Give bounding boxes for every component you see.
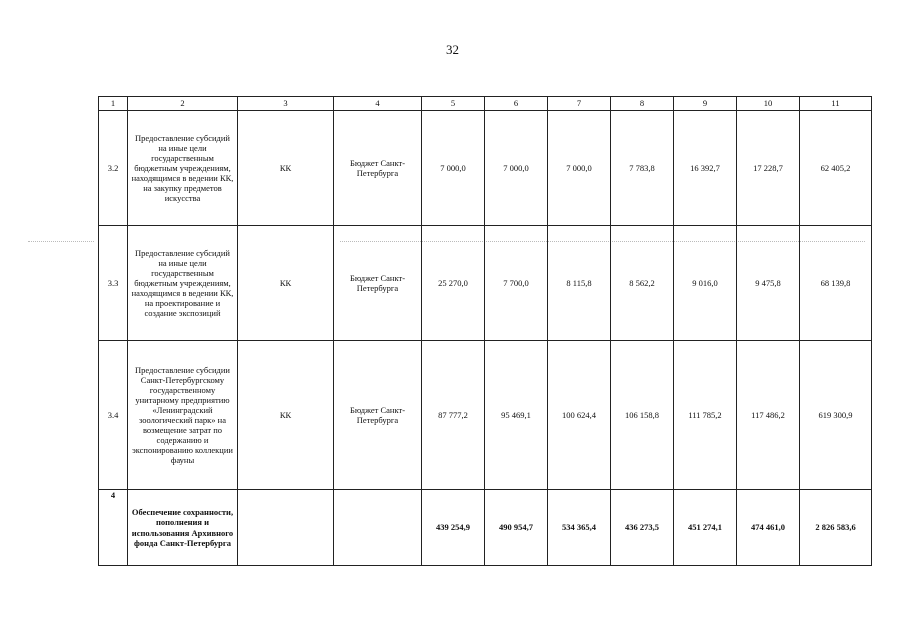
row-value: 7 000,0 [422, 111, 485, 226]
table-row [99, 111, 872, 226]
row-source: Бюджет Санкт-Петербурга [334, 111, 422, 226]
row-executor: КК [238, 111, 334, 226]
row-name: Предоставление субсидий на иные цели государственным бюджетным учреждениям, находящимся в ведении КК, на закупку предметов искусства [128, 111, 238, 226]
row-value: 439 254,9 [422, 490, 485, 566]
header-cell: 10 [737, 97, 800, 111]
row-name: Предоставление субсидий на иные цели государственным бюджетным учреждениям, находящимся в ведении КК, на проектирование и создание экспозиций [128, 226, 238, 341]
row-value: 25 270,0 [422, 226, 485, 341]
header-cell: 8 [611, 97, 674, 111]
row-executor: КК [238, 341, 334, 490]
row-source [334, 490, 422, 566]
row-value: 474 461,0 [737, 490, 800, 566]
row-value: 87 777,2 [422, 341, 485, 490]
row-source: Бюджет Санкт-Петербурга [334, 341, 422, 490]
header-cell: 2 [128, 97, 238, 111]
row-value: 106 158,8 [611, 341, 674, 490]
row-number: 3.2 [99, 111, 128, 226]
row-value: 7 000,0 [485, 111, 548, 226]
header-cell: 4 [334, 97, 422, 111]
header-cell: 11 [800, 97, 872, 111]
header-cell: 6 [485, 97, 548, 111]
row-value: 534 365,4 [548, 490, 611, 566]
row-number: 3.4 [99, 341, 128, 490]
row-source: Бюджет Санкт-Петербурга [334, 226, 422, 341]
row-value: 490 954,7 [485, 490, 548, 566]
row-value: 95 469,1 [485, 341, 548, 490]
scan-artifact-left [28, 241, 94, 242]
row-value: 100 624,4 [548, 341, 611, 490]
row-value: 7 000,0 [548, 111, 611, 226]
header-cell: 9 [674, 97, 737, 111]
row-name: Обеспечение сохранности, пополнения и использования Архивного фонда Санкт-Петербурга [128, 490, 238, 566]
budget-table [98, 96, 872, 566]
row-value: 7 783,8 [611, 111, 674, 226]
row-name: Предоставление субсидии Санкт-Петербургскому государственному унитарному предприятию «Ленинградский зоологический парк» на возмещение затрат по содержанию и экспонированию коллекции фауны [128, 341, 238, 490]
row-value: 16 392,7 [674, 111, 737, 226]
row-value: 111 785,2 [674, 341, 737, 490]
row-number: 4 [99, 490, 128, 566]
row-value: 7 700,0 [485, 226, 548, 341]
table-row [99, 490, 872, 566]
header-cell: 3 [238, 97, 334, 111]
row-number: 3.3 [99, 226, 128, 341]
header-cell: 5 [422, 97, 485, 111]
row-value: 9 016,0 [674, 226, 737, 341]
table-row [99, 341, 872, 490]
row-value: 451 274,1 [674, 490, 737, 566]
table-row [99, 226, 872, 341]
row-value: 2 826 583,6 [800, 490, 872, 566]
row-executor [238, 490, 334, 566]
row-executor: КК [238, 226, 334, 341]
row-value: 17 228,7 [737, 111, 800, 226]
row-value: 9 475,8 [737, 226, 800, 341]
row-value: 117 486,2 [737, 341, 800, 490]
row-value: 8 115,8 [548, 226, 611, 341]
row-value: 68 139,8 [800, 226, 872, 341]
header-cell: 7 [548, 97, 611, 111]
header-cell: 1 [99, 97, 128, 111]
row-value: 62 405,2 [800, 111, 872, 226]
row-value: 619 300,9 [800, 341, 872, 490]
row-value: 8 562,2 [611, 226, 674, 341]
row-value: 436 273,5 [611, 490, 674, 566]
header-row [99, 97, 872, 111]
page-number: 32 [446, 42, 459, 57]
